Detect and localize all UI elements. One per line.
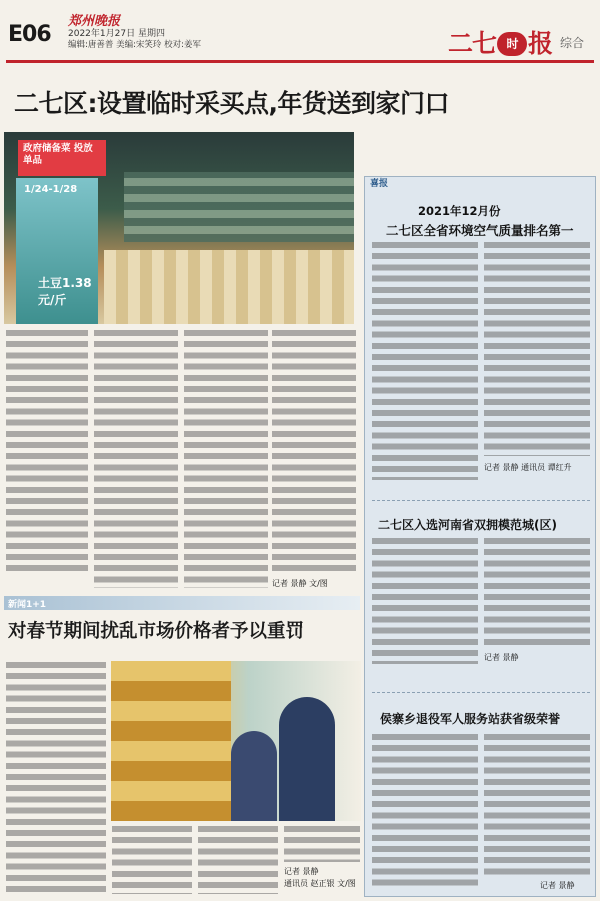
sidebar-item1-title: 2021年12月份 (418, 204, 501, 218)
photo-banner (16, 178, 98, 324)
brand-right: 报 (528, 29, 553, 58)
brand-logo (448, 24, 552, 60)
sidebar-divider-1 (372, 500, 590, 501)
sidebar-tag: 喜报 (370, 179, 389, 189)
sidebar-item1-subtitle: 二七区全省环境空气质量排名第一 (386, 223, 574, 238)
lower-byline-1: 记者 景静 (284, 867, 319, 876)
main-text-col-4 (272, 330, 356, 574)
page-number: E06 (8, 22, 51, 47)
lower-text-col-2 (112, 826, 192, 894)
brand-left: 二七 (448, 29, 497, 58)
photo-sign: 政府储备菜 投放单品 (18, 140, 106, 176)
photo-date: 1/24-1/28 (24, 184, 78, 195)
paper-name: 郑州晚报 (68, 14, 121, 29)
section-tag: 综合 (560, 36, 585, 50)
lower-text-col-1 (6, 662, 106, 894)
sidebar-item2-text-left (372, 538, 478, 664)
main-text-col-1 (6, 330, 88, 576)
main-headline: 二七区:设置临时采买点,年货送到家门口 (14, 89, 449, 118)
photo-stall (104, 250, 354, 324)
market-photo (4, 132, 354, 324)
sidebar-item2-text-right (484, 538, 590, 646)
lower-byline-2: 通讯员 赵正银 文/图 (284, 879, 356, 888)
sidebar-item1-text-left (372, 242, 478, 480)
lower-text-col-4 (284, 826, 360, 862)
news-band (4, 596, 360, 610)
brand-pill: 时 (497, 32, 527, 56)
sidebar-item3-text-left (372, 734, 478, 890)
sidebar-item2-title: 二七区入选河南省双拥模范城(区) (378, 518, 557, 532)
photo-shelf (124, 172, 354, 242)
main-text-col-2 (94, 330, 178, 588)
sidebar-item3-text-right (484, 734, 590, 876)
sidebar-item1-byline: 记者 景静 通讯员 谭红升 (484, 463, 572, 472)
photo2-person-b (231, 731, 277, 821)
inspection-photo (111, 661, 361, 821)
sidebar-item2-byline: 记者 景静 (484, 653, 519, 662)
main-byline: 记者 景静 文/图 (272, 579, 328, 588)
staff-line: 编辑:唐善普 美编:宋笑玲 校对:姜军 (68, 40, 201, 50)
sidebar-item1-text-right (484, 242, 590, 456)
sidebar-item3-title: 侯寨乡退役军人服务站获省级荣誉 (380, 712, 561, 726)
sidebar-item3-byline: 记者 景静 (540, 881, 575, 890)
lower-text-col-3 (198, 826, 278, 894)
date-line: 2022年1月27日 星期四 (68, 29, 165, 39)
lower-headline: 对春节期间扰乱市场价格者予以重罚 (8, 621, 305, 642)
photo2-shelf (111, 661, 231, 821)
main-text-col-3 (184, 330, 268, 588)
sidebar-divider-2 (372, 692, 590, 693)
photo-price: 土豆1.38元/斤 (38, 276, 92, 307)
masthead (0, 0, 600, 62)
header-rule (6, 60, 594, 63)
photo2-person-a (279, 697, 335, 821)
news-band-label: 新闻1+1 (8, 600, 47, 610)
